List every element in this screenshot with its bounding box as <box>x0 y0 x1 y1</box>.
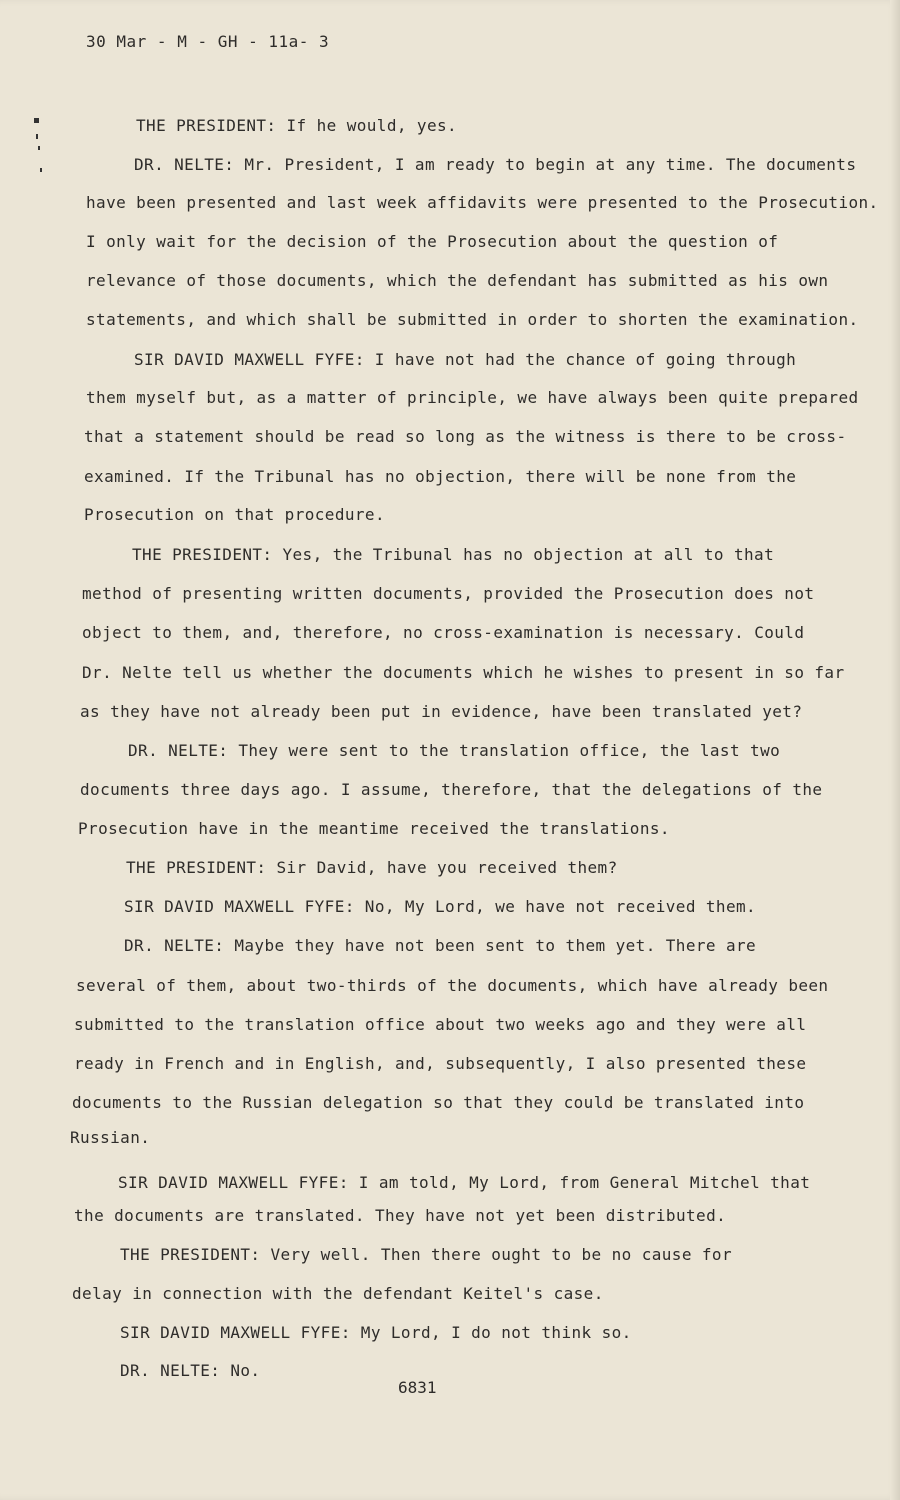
transcript-line: I only wait for the decision of the Prosecution about the question of <box>86 232 779 251</box>
transcript-line: method of presenting written documents, provided the Prosecution does not <box>82 584 815 603</box>
transcript-line: relevance of those documents, which the defendant has submitted as his own <box>86 271 829 290</box>
transcript-line: DR. NELTE: No. <box>120 1361 261 1380</box>
transcript-line: documents to the Russian delegation so that they could be translated into <box>72 1093 805 1112</box>
transcript-line: several of them, about two-thirds of the documents, which have already been <box>76 976 829 995</box>
transcript-line: Prosecution on that procedure. <box>84 505 385 524</box>
transcript-line: that a statement should be read so long as the witness is there to be cross- <box>84 427 847 446</box>
transcript-line: submitted to the translation office about two weeks ago and they were all <box>74 1015 807 1034</box>
transcript-line: documents three days ago. I assume, therefore, that the delegations of the <box>80 780 823 799</box>
transcript-line: object to them, and, therefore, no cross-examination is necessary. Could <box>82 623 805 642</box>
transcript-line: delay in connection with the defendant Keitel's case. <box>72 1284 604 1303</box>
transcript-line: SIR DAVID MAXWELL FYFE: My Lord, I do not think so. <box>120 1323 632 1342</box>
transcript-line: the documents are translated. They have not yet been distributed. <box>74 1206 727 1225</box>
transcript-line: Dr. Nelte tell us whether the documents which he wishes to present in so far <box>82 663 845 682</box>
margin-marks <box>34 118 48 178</box>
transcript-line: DR. NELTE: Mr. President, I am ready to begin at any time. The documents <box>134 155 857 174</box>
transcript-line: ready in French and in English, and, subsequently, I also presented these <box>74 1054 807 1073</box>
transcript-line: THE PRESIDENT: Very well. Then there ought to be no cause for <box>120 1245 733 1264</box>
transcript-line: as they have not already been put in evidence, have been translated yet? <box>80 702 803 721</box>
transcript-line: SIR DAVID MAXWELL FYFE: I have not had the chance of going through <box>134 350 797 369</box>
transcript-line: them myself but, as a matter of principle, we have always been quite prepared <box>86 388 859 407</box>
document-reference: 30 Mar - M - GH - 11a- 3 <box>86 32 330 51</box>
transcript-line: SIR DAVID MAXWELL FYFE: No, My Lord, we have not received them. <box>124 897 757 916</box>
transcript-line: statements, and which shall be submitted in order to shorten the examination. <box>86 310 859 329</box>
transcript-line: have been presented and last week affidavits were presented to the Prosecution. <box>86 193 879 212</box>
transcript-line: DR. NELTE: Maybe they have not been sent to them yet. There are <box>124 936 757 955</box>
page-number: 6831 <box>398 1378 437 1397</box>
transcript-line: THE PRESIDENT: Sir David, have you received them? <box>126 858 618 877</box>
transcript-line: DR. NELTE: They were sent to the translation office, the last two <box>128 741 781 760</box>
transcript-line: examined. If the Tribunal has no objection, there will be none from the <box>84 467 797 486</box>
page-edge-shadow <box>890 0 900 1500</box>
transcript-line: THE PRESIDENT: Yes, the Tribunal has no objection at all to that <box>132 545 775 564</box>
transcript-line: Russian. <box>70 1128 151 1147</box>
transcript-line: THE PRESIDENT: If he would, yes. <box>136 116 458 135</box>
transcript-line: SIR DAVID MAXWELL FYFE: I am told, My Lord, from General Mitchel that <box>118 1173 811 1192</box>
transcript-line: Prosecution have in the meantime received the translations. <box>78 819 670 838</box>
